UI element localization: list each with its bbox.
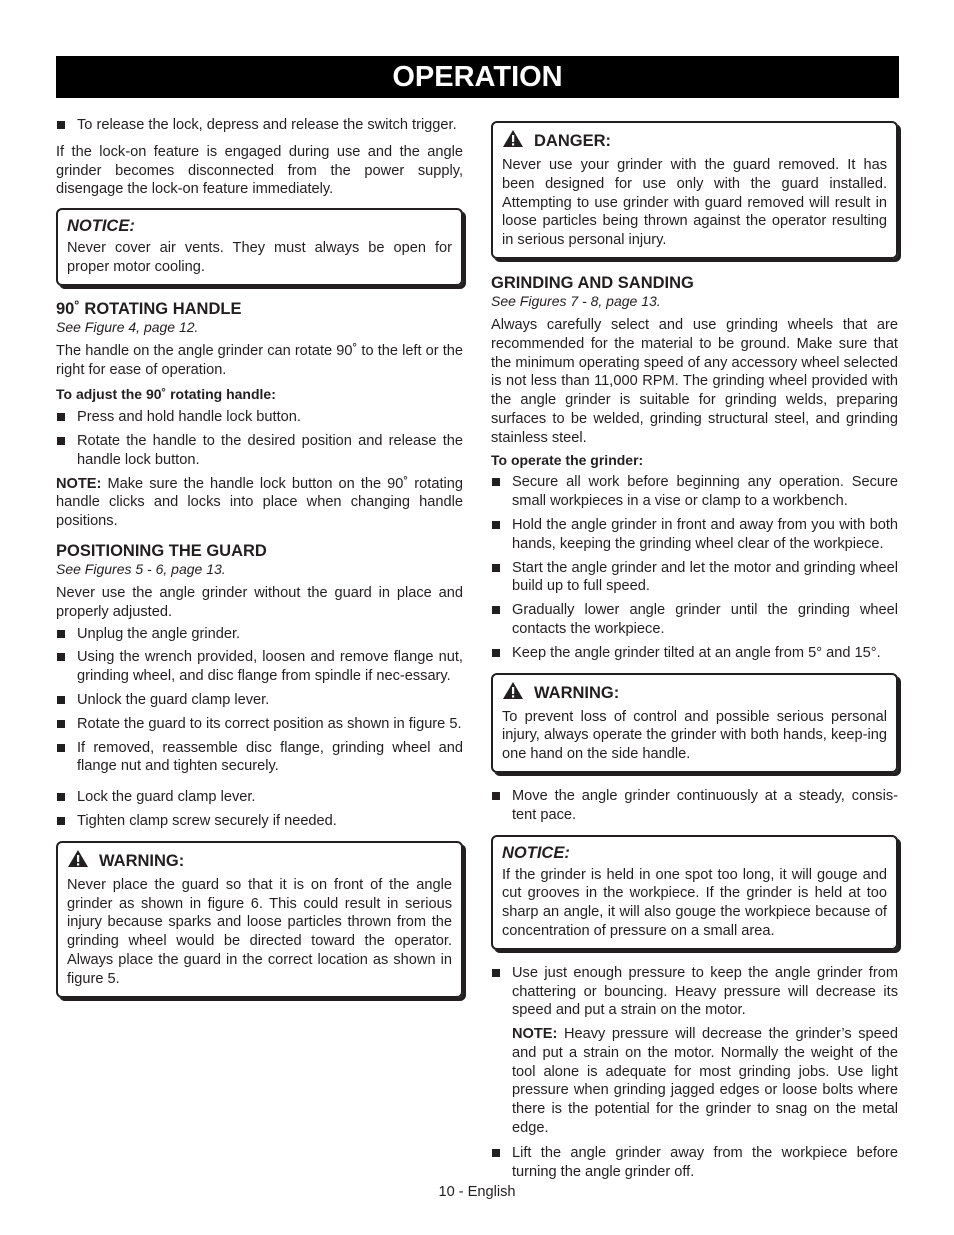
bullet-item: Using the wrench provided, loosen and remove flange nut, grinding wheel, and disc flange from spindle if nec-essary. — [56, 648, 463, 686]
notice-text: Never cover air vents. They must always be open for proper motor cooling. — [67, 240, 452, 275]
warning-triangle-icon — [502, 681, 524, 705]
lock-on-paragraph: If the lock-on feature is engaged during use and the angle grinder becomes disconnected from the power supply, disengage the lock-on feature immediately. — [56, 143, 463, 198]
notice-title: NOTICE: — [67, 217, 135, 236]
section-banner: OPERATION — [56, 56, 899, 98]
notice-text: If the grinder is held in one spot too long, it will gouge and cut grooves in the workpiece. If the grinder is held at too sharp an angle, it will also gouge the workpiece because of concentration of pressure on a small area. — [502, 866, 887, 939]
figure-reference: See Figures 5 - 6, page 13. — [56, 560, 226, 577]
operate-subheading: To operate the grinder: — [491, 451, 644, 468]
warning-title — [67, 849, 452, 873]
bullet-item: Rotate the guard to its correct position as shown in figure 5. — [56, 715, 463, 734]
note-label: NOTE: — [56, 475, 102, 492]
danger-box — [491, 121, 898, 259]
warning-triangle-icon — [67, 849, 89, 873]
rotating-handle-heading: 90˚ ROTATING HANDLE — [56, 299, 242, 318]
notice-title: NOTICE: — [502, 843, 570, 862]
bullet-item: Tighten clamp screw securely if needed. — [56, 812, 463, 831]
page-number: 10 - English — [438, 1184, 516, 1200]
notice-box — [56, 208, 463, 286]
rotating-handle-paragraph: The handle on the angle grinder can rotate 90˚ to the left or the right for ease of operation. — [56, 342, 463, 378]
positioning-guard-heading: POSITIONING THE GUARD — [56, 541, 267, 560]
bullet-item: Lift the angle grinder away from the workpiece before turning the angle grinder off. — [491, 1144, 898, 1182]
warning-label: WARNING: — [534, 683, 620, 702]
warning-box — [56, 841, 463, 998]
danger-title — [502, 129, 887, 153]
right-column — [491, 121, 898, 1186]
bullet-item: Unplug the angle grinder. — [56, 625, 463, 644]
bullet-item: Start the angle grinder and let the motor and grinding wheel build up to full speed. — [491, 559, 898, 597]
warning-text: Never place the guard so that it is on front of the angle grinder as shown in figure 6. This could result in serious injury because sparks and loose particles thrown from the grinding wheel would be directed toward the operator. Always place the guard in the correct location as shown in figure 5. — [67, 876, 452, 987]
figure-reference: See Figure 4, page 12. — [56, 318, 199, 335]
bullet-item: Rotate the handle to the desired position and release the handle lock button. — [56, 432, 463, 470]
warning-triangle-icon — [502, 129, 524, 153]
danger-text: Never use your grinder with the guard removed. It has been designed for use only with the guard installed. Attempting to use grinder with guard removed will result in loose particles being thrown against the operator resulting in serious personal injury. — [502, 157, 887, 249]
bullet-item: To release the lock, depress and release the switch trigger. — [56, 116, 463, 135]
grinding-sanding-heading: GRINDING AND SANDING — [491, 273, 694, 292]
bullet-item: Hold the angle grinder in front and away from you with both hands, keeping the grinding wheel clear of the workpiece. — [491, 516, 898, 554]
bullet-item: Use just enough pressure to keep the angle grinder from chattering or bouncing. Heavy pressure will decrease its speed and put a strain on the motor. — [491, 964, 898, 1020]
bullet-item: Keep the angle grinder tilted at an angle from 5° and 15°. — [491, 644, 898, 663]
pressure-note — [491, 1025, 898, 1138]
bullet-item: Gradually lower angle grinder until the grinding wheel contacts the workpiece. — [491, 601, 898, 639]
guard-paragraph: Never use the angle grinder without the guard in place and properly adjusted. — [56, 584, 463, 620]
warning-text: To prevent loss of control and possible serious personal injury, always operate the grinder with both hands, keep-ing one hand on the side handle. — [502, 708, 887, 763]
bullet-item: Press and hold handle lock button. — [56, 408, 463, 427]
left-column — [56, 116, 463, 1012]
danger-label: DANGER: — [534, 132, 611, 150]
bullet-item: Secure all work before beginning any operation. Secure small workpieces in a vise or clamp to a workbench. — [491, 473, 898, 511]
note-text: Heavy pressure will decrease the grinder’s speed and put a strain on the motor. Normally the weight of the tool alone is adequate for most grinding jobs. Use light pressure when grinding jagged edges or loose bolts where there is the potential for the grinder to snag on the metal edge. — [512, 1026, 898, 1137]
note-label: NOTE: — [512, 1026, 558, 1043]
notice-box — [491, 835, 898, 950]
warning-title — [502, 681, 887, 705]
bullet-item: Move the angle grinder continuously at a steady, consis-tent pace. — [491, 787, 898, 825]
adjust-subheading: To adjust the 90˚ rotating handle: — [56, 386, 276, 403]
bullet-item: Unlock the guard clamp lever. — [56, 691, 463, 710]
figure-reference: See Figures 7 - 8, page 13. — [491, 292, 661, 309]
rotating-handle-note — [56, 475, 463, 531]
bullet-item: Lock the guard clamp lever. — [56, 788, 463, 807]
grinding-paragraph: Always carefully select and use grinding wheels that are recommended for the material to be ground. Make sure that the minimum operating speed of any accessory wheel selected is not less than 11,000 RPM. The grinding wheel provided with the angle grinder is suitable for grinding welds, preparing surfaces to be welded, grinding structural steel, and grinding stainless steel. — [491, 316, 898, 446]
warning-label: WARNING: — [99, 851, 185, 870]
warning-box — [491, 673, 898, 773]
note-text: Make sure the handle lock button on the 90˚ rotating handle clicks and locks into place when changing handle positions. — [56, 475, 463, 530]
bullet-item: If removed, reassemble disc flange, grinding wheel and flange nut and tighten securely. — [56, 739, 463, 777]
